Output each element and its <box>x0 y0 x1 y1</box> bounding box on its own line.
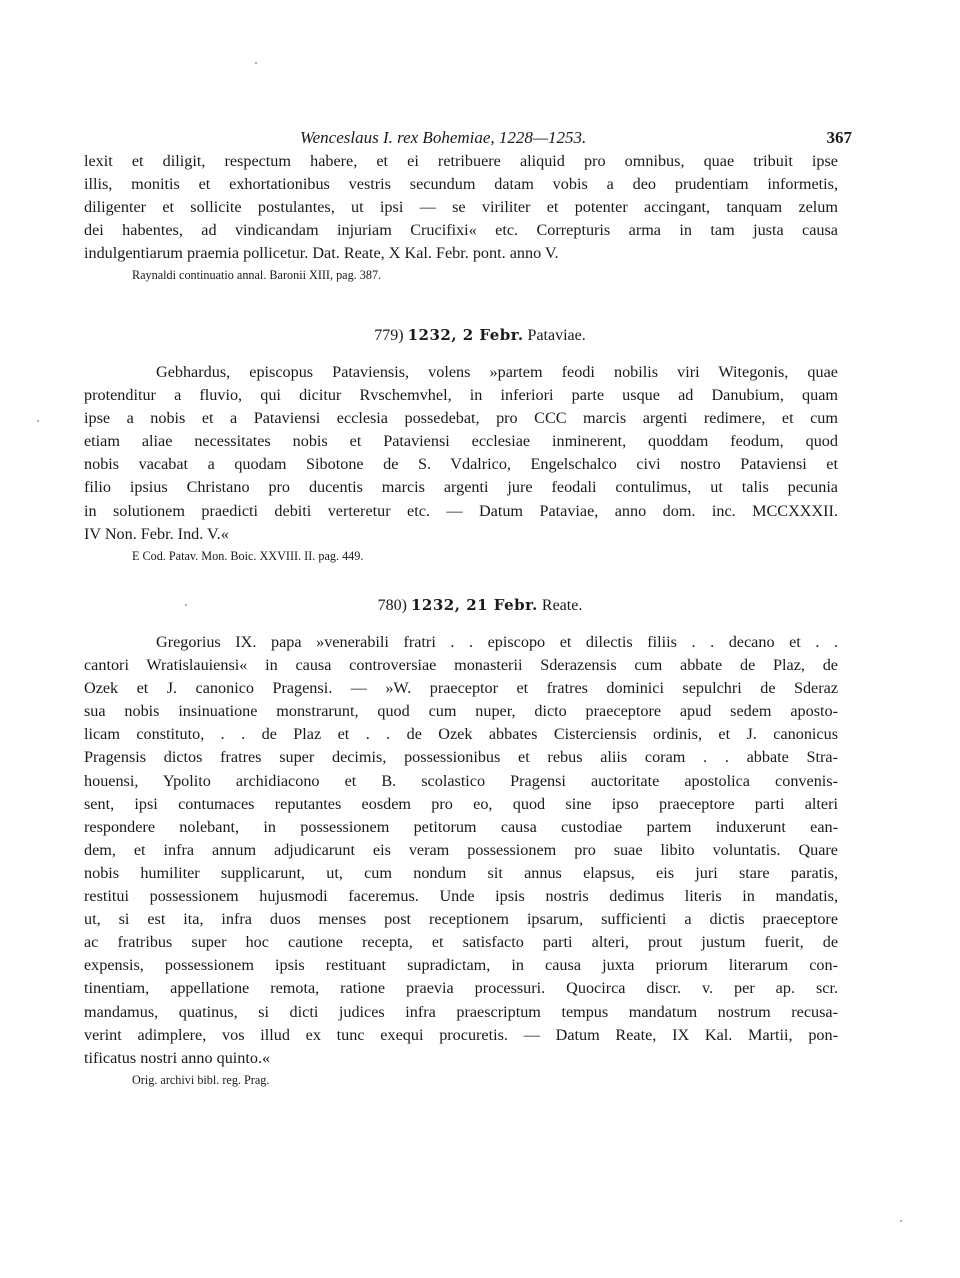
text-line: licam constituto, . . de Plaz et . . de Ozek abbates Cisterciensis ordinis, et J. canonicus <box>84 725 838 744</box>
entry-place: Reate. <box>541 597 583 614</box>
text-line: IV Non. Febr. Ind. V.« <box>84 524 229 543</box>
text-line: houensi, Ypolito archidiacono et B. scolastico Pragensi auctoritate apostolica convenis- <box>84 771 838 790</box>
text-line: restitui possessionem hujusmodi faceremus. Unde ipsis nostris dedimus literis in mandatis, <box>84 887 838 906</box>
entry-heading-780 <box>0 596 960 615</box>
text-line: Gebhardus, episcopus Pataviensis, volens »partem feodi nobilis viri Witegonis, quae <box>156 363 838 381</box>
text-line: in solutionem praedicti debiti verteretur etc. — Datum Pataviae, anno dom. inc. MCCXXXII. <box>84 501 838 520</box>
text-line: nobis humiliter supplicarunt, ut, cum nondum sit annus elapsus, eis juri stare paratis, <box>84 863 838 882</box>
continuation-text <box>84 150 838 285</box>
source-citation: Raynaldi continuatio annal. Baronii XIII, pag. 387. <box>132 268 382 283</box>
text-line: ac fratribus super hoc cautione recepta, et satisfacto parti alteri, prout justum fuerit, de <box>84 933 838 952</box>
text-line: ut, si est ita, infra duos menses post receptionem ipsarum, sufficienti a dictis praeceptore <box>84 910 838 929</box>
text-line: dem, et infra annum adjudicarunt eis veram possessionem pro suae libito voluntatis. Quare <box>84 840 838 859</box>
entry-heading-779 <box>0 326 960 345</box>
text-line: mandamus, quatinus, si dicti judices infra praescriptum tempus mandatum nostrum recusa- <box>84 1002 838 1021</box>
entry-date: 1232, 21 Febr. <box>411 596 538 614</box>
page-number: 367 <box>826 128 852 147</box>
text-line: sent, ipsi contumaces reputantes eosdem pro eo, quod sine ipso praeceptore parti alteri <box>84 794 838 813</box>
entry-780-text <box>84 631 838 1090</box>
text-line: diligenter et sollicite postulantes, ut ipsi — se viriliter et potenter accingant, tanquam zelum <box>84 198 838 217</box>
text-line: etiam aliae necessitates nobis et Pataviensi ecclesiae inminerent, quoddam feodum, quod <box>84 432 838 451</box>
scan-speck <box>255 62 257 64</box>
text-line: sua nobis insinuatione monstrarunt, quod cum nuper, dicto praeceptore apud sedem aposto- <box>84 702 838 721</box>
text-line: Gregorius IX. papa »venerabili fratri . . episcopo et dilectis filiis . . decano et . . <box>156 633 838 651</box>
text-line: indulgentiarum praemia pollicetur. Dat. Reate, X Kal. Febr. pont. anno V. <box>84 244 559 263</box>
entry-number: 779) <box>374 327 404 344</box>
text-line: dei habentes, ad vindicandam injuriam Crucifixi« etc. Correpturis arma in tam justa causa <box>84 221 838 240</box>
scan-speck <box>185 604 187 606</box>
source-citation: E Cod. Patav. Mon. Boic. XXVIII. II. pag. 449. <box>132 548 364 563</box>
scan-speck <box>900 1220 902 1222</box>
text-line: nobis vacabat a quodam Sibotone de S. Vdalrico, Engelschalco civi nostro Pataviensi et <box>84 455 838 474</box>
text-line: protenditur a fluvio, qui dicitur Rvschemvhel, in inferiori parte usque ad Danubium, quam <box>84 386 838 405</box>
text-line: Ozek et J. canonico Pragensi. — »W. praeceptor et fratres dominici sepulchri de Sderaz <box>84 679 838 698</box>
text-line: tificatus nostri anno quinto.« <box>84 1048 271 1067</box>
text-line: illis, monitis et exhortationibus vestris secundum datam vobis a deo prudentiam informetis, <box>84 175 838 194</box>
source-citation: Orig. archivi bibl. reg. Prag. <box>132 1072 270 1087</box>
text-line: tinentiam, appellatione remota, ratione praevia processuri. Quocirca discr. v. per ap. scr. <box>84 979 838 998</box>
entry-779-text <box>84 361 838 566</box>
text-line: Pragensis dictos fratres super decimis, possessionibus et rebus aliis coram . . abbate Stra- <box>84 748 838 767</box>
entry-date: 1232, 2 Febr. <box>407 326 524 344</box>
text-line: filio ipsius Christano pro ducentis marcis argenti jure feodali contulimus, ut talis pecunia <box>84 478 838 497</box>
entry-place: Pataviae. <box>527 327 586 344</box>
text-line: expensis, possessionem ipsis restituant supradictam, in causa juxta priorum literarum con- <box>84 956 838 975</box>
text-line: respondere nolebant, in possessionem petitorum causa custodiae partem induxerunt ean- <box>84 817 838 836</box>
text-line: verint adimplere, vos illud ex tunc exequi procuretis. — Datum Reate, IX Kal. Martii, pon- <box>84 1025 838 1044</box>
scan-speck <box>37 420 39 422</box>
text-line: lexit et diligit, respectum habere, et ei retribuere aliquid pro omnibus, quae tribuit ipse <box>84 152 838 170</box>
entry-number: 780) <box>377 597 407 614</box>
text-line: ipse a nobis et a Pataviensi ecclesia possedebat, pro CCC marcis argenti redimere, et cum <box>84 409 838 428</box>
running-title: Wenceslaus I. rex Bohemiae, 1228—1253. <box>300 128 587 147</box>
text-line: cantori Wratislauiensi« in causa controversiae monasterii Sderazensis cum abbate de Plaz, de <box>84 656 838 675</box>
